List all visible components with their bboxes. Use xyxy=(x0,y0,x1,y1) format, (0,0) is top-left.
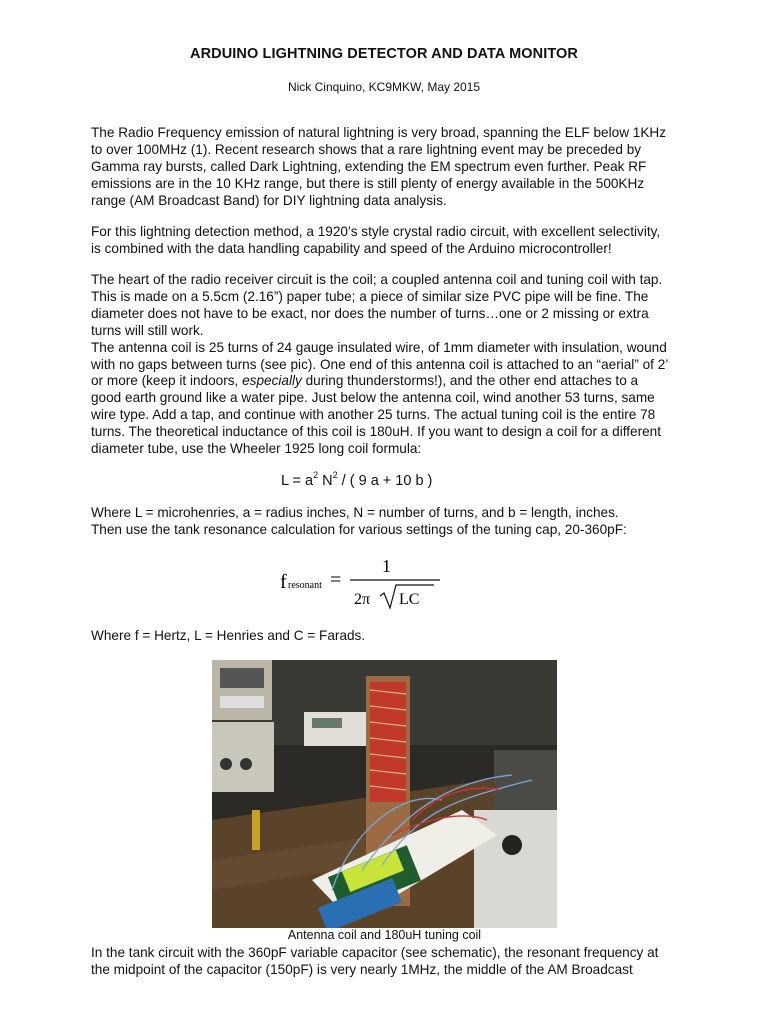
text-line: wire type. Add a tap, and continue with another 25 turns. The actual tuning coil is the entire 78 xyxy=(91,407,656,423)
text-line: The antenna coil is 25 turns of 24 gauge insulated wire, of 1mm diameter with insulation, wound xyxy=(91,339,667,355)
formula-subscript: resonant xyxy=(288,580,322,591)
text-line: The heart of the radio receiver circuit is the coil; a coupled antenna coil and tuning coil with tap. xyxy=(91,272,663,287)
paragraph-method xyxy=(91,224,691,258)
paragraph-formula-notes xyxy=(91,505,691,539)
text-line: turns. The theoretical inductance of this coil is 180uH. If you want to design a coil for a different xyxy=(91,424,662,440)
text-line: The Radio Frequency emission of natural lightning is very broad, spanning the ELF below 1KHz xyxy=(91,125,667,140)
formula-numerator: 1 xyxy=(382,556,391,576)
formula-two-pi: 2π xyxy=(354,591,371,608)
text-line: emissions are in the 10 KHz range, but there is still plenty of energy available in the 500KHz xyxy=(91,175,645,191)
emphasis-text: especially xyxy=(242,373,302,389)
paragraph-tank-circuit xyxy=(91,945,691,979)
formula-part: L = a xyxy=(281,473,314,489)
text-line: Then use the tank resonance calculation for various settings of the tuning cap, 20-360pF: xyxy=(91,521,627,537)
text-line: Where L = microhenries, a = radius inches, N = number of turns, and b = length, inches. xyxy=(91,505,619,520)
photo-caption: Antenna coil and 180uH tuning coil xyxy=(287,928,482,942)
text-line: diameter does not have to be exact, nor does the number of turns…one or 2 missing or extra xyxy=(91,305,649,321)
text-line: In the tank circuit with the 360pF variable capacitor (see schematic), the resonant frequency at xyxy=(91,945,659,960)
text-line: to over 100MHz (1). Recent research shows that a rare lightning event may be preceded by xyxy=(91,141,642,157)
text-line: diameter tube, use the Wheeler 1925 long coil formula: xyxy=(91,441,422,457)
paragraph-intro xyxy=(91,125,691,210)
formula-part: N xyxy=(318,473,333,489)
formula-equals: = xyxy=(330,569,342,591)
text-line xyxy=(91,373,691,390)
text-line: This is made on a 5.5cm (2.16”) paper tube; a piece of similar size PVC pipe will be fine. The xyxy=(91,288,649,304)
document-title: ARDUINO LIGHTNING DETECTOR AND DATA MONITOR xyxy=(190,46,578,62)
text-line: turns will still work. xyxy=(91,322,204,338)
text-line: range (AM Broadcast Band) for DIY lightning data analysis. xyxy=(91,192,447,208)
text-line: Gamma ray bursts, called Dark Lightning, extending the EM spectrum even further. Peak RF xyxy=(91,158,647,174)
paragraph-units xyxy=(91,628,691,645)
formula-f: f xyxy=(280,571,287,593)
text-line: with no gaps between turns (see pic). One end of this antenna coil is attached to an “aerial” of 2’ xyxy=(91,356,669,372)
author-line: Nick Cinquino, KC9MKW, May 2015 xyxy=(287,80,481,94)
formula-exponent: 2 xyxy=(313,470,319,480)
text-line: Where f = Hertz, L = Henries and C = Farads. xyxy=(91,628,366,643)
paragraph-coil xyxy=(91,272,691,458)
wheeler-formula xyxy=(281,470,432,489)
text-line: is combined with the data handling capability and speed of the Arduino microcontroller! xyxy=(91,240,612,256)
text-line: For this lightning detection method, a 1920’s style crystal radio circuit, with excellent selectivity, xyxy=(91,224,661,239)
lab-bench-image xyxy=(212,660,557,928)
formula-part: / ( 9 a + 10 b ) xyxy=(337,473,433,489)
text-line: the midpoint of the capacitor (150pF) is very nearly 1MHz, the middle of the AM Broadcast xyxy=(91,961,633,977)
resonance-formula xyxy=(278,550,448,615)
coil-photo xyxy=(212,660,557,928)
formula-lc: LC xyxy=(399,591,420,608)
text-run: during thunderstorms!), and the other end attaches to a xyxy=(301,373,639,389)
text-line: good earth ground like a water pipe. Just below the antenna coil, wind another 53 turns, same xyxy=(91,390,655,406)
formula-exponent: 2 xyxy=(332,470,338,480)
text-run: or more (keep it indoors, xyxy=(91,373,243,389)
